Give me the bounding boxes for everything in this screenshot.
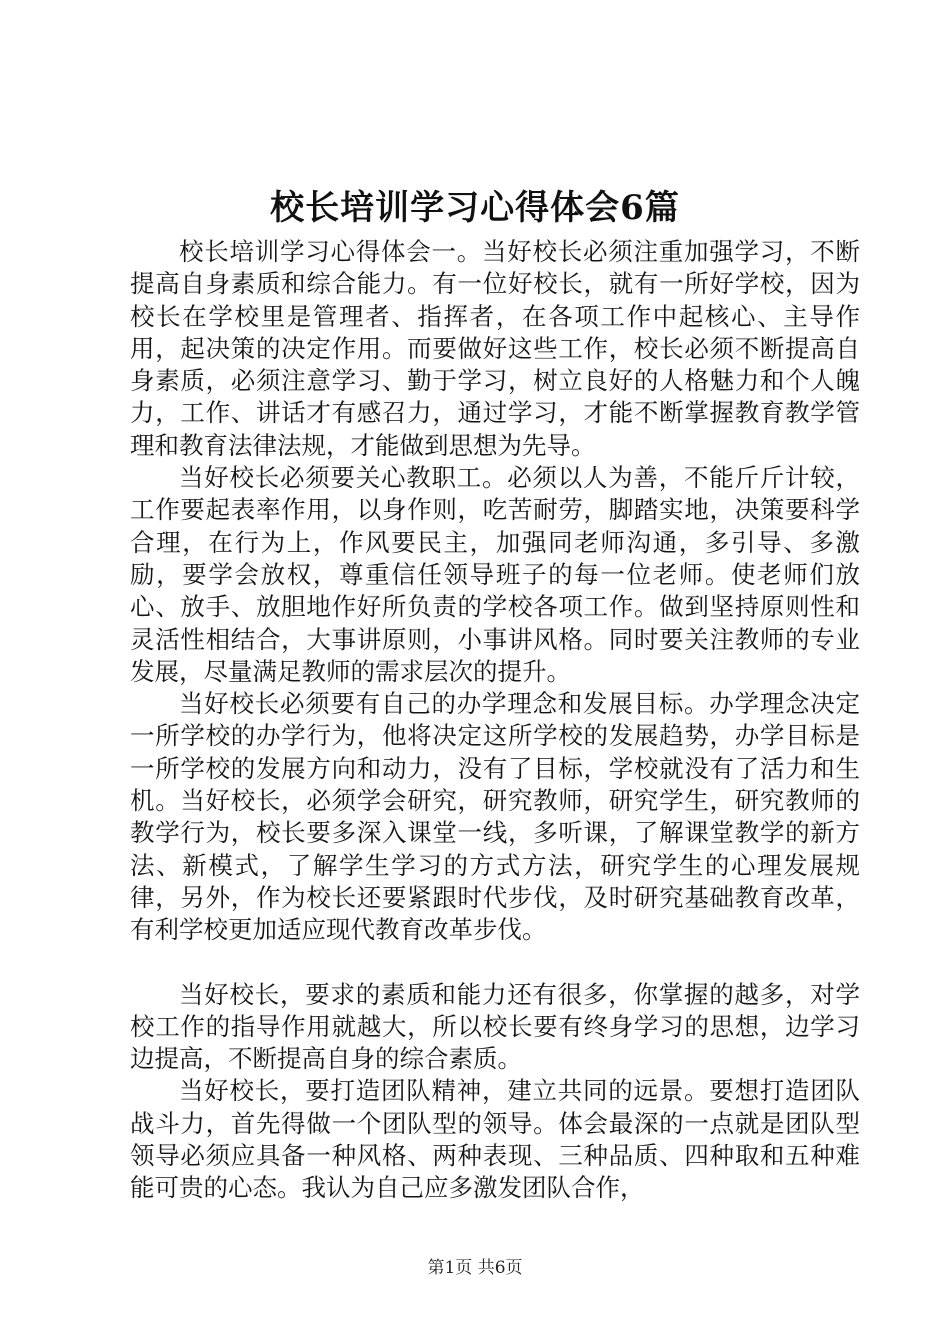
page-footer: 第1页 共6页: [427, 1258, 523, 1278]
paragraph-3: 当好校长必须要有自己的办学理念和发展目标。办学理念决定一所学校的办学行为，他将决定这所学校的发展趋势，办学目标是一所学校的发展方向和动力，没有了目标，学校就没有了活力和生机。当好校长，必须学会研究，研究教师，研究学生，研究教师的教学行为，校长要多深入课堂一线，多听课，了解课堂教学的新方法、新模式，了解学生学习的方式方法，研究学生的心理发展规律，另外，作为校长还要紧跟时代步伐，及时研究基础教育改革，有利学校更加适应现代教育改革步伐。: [130, 689, 860, 945]
paragraph-5: 当好校长，要打造团队精神，建立共同的远景。要想打造团队战斗力，首先得做一个团队型的领导。体会最深的一点就是团队型领导必须应具备一种风格、两种表现、三种品质、四种取和五种难能可贵的心态。我认为自己应多激发团队合作，: [130, 1076, 860, 1203]
document-body: [130, 236, 860, 1205]
paragraph-spacer: [130, 947, 860, 979]
document-title: 校长培训学习心得体会6篇: [270, 188, 680, 228]
paragraph-4: 当好校长，要求的素质和能力还有很多，你掌握的越多，对学校工作的指导作用就越大，所以校长要有终身学习的思想，边学习边提高，不断提高自身的综合素质。: [130, 979, 860, 1074]
paragraph-1: 校长培训学习心得体会一。当好校长必须注重加强学习，不断提高自身素质和综合能力。有一位好校长，就有一所好学校，因为校长在学校里是管理者、指挥者，在各项工作中起核心、主导作用，起决策的决定作用。而要做好这些工作，校长必须不断提高自身素质，必须注意学习、勤于学习，树立良好的人格魅力和个人魄力，工作、讲话才有感召力，通过学习，才能不断掌握教育教学管理和教育法律法规，才能做到思想为先导。: [130, 237, 860, 460]
paragraph-2: 当好校长必须要关心教职工。必须以人为善，不能斤斤计较，工作要起表率作用，以身作则，吃苦耐劳，脚踏实地，决策要科学合理，在行为上，作风要民主，加强同老师沟通，多引导、多激励，要学会放权，尊重信任领导班子的每一位老师。使老师们放心、放手、放胆地作好所负责的学校各项工作。做到坚持原则性和灵活性相结合，大事讲原则，小事讲风格。同时要关注教师的专业发展，尽量满足教师的需求层次的提升。: [130, 463, 860, 686]
